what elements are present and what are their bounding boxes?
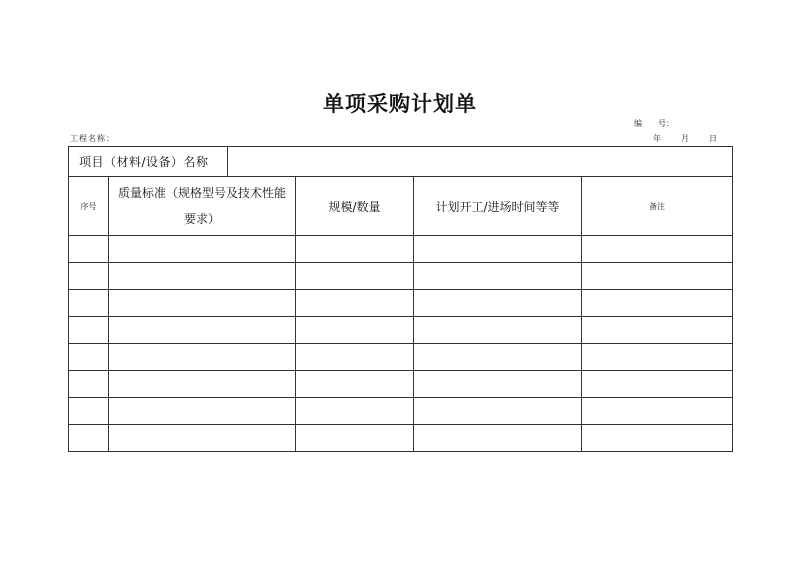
header-quantity: 规模/数量	[296, 177, 414, 236]
table-row	[69, 263, 733, 290]
cell-quantity[interactable]	[296, 371, 414, 398]
purchase-plan-table	[68, 146, 733, 452]
cell-quality[interactable]	[109, 371, 296, 398]
cell-schedule[interactable]	[414, 317, 582, 344]
cell-seq[interactable]	[69, 398, 109, 425]
cell-quantity[interactable]	[296, 290, 414, 317]
cell-quantity[interactable]	[296, 236, 414, 263]
cell-remarks[interactable]	[582, 236, 733, 263]
cell-schedule[interactable]	[414, 290, 582, 317]
cell-schedule[interactable]	[414, 236, 582, 263]
month-label: 月	[681, 134, 689, 143]
cell-quantity[interactable]	[296, 317, 414, 344]
cell-seq[interactable]	[69, 236, 109, 263]
form-title: 单项采购计划单	[323, 92, 477, 116]
item-name-value[interactable]	[228, 147, 733, 177]
project-name-label: 工程名称：	[70, 134, 115, 143]
cell-quality[interactable]	[109, 344, 296, 371]
cell-seq[interactable]	[69, 371, 109, 398]
cell-schedule[interactable]	[414, 263, 582, 290]
cell-seq[interactable]	[69, 263, 109, 290]
cell-schedule[interactable]	[414, 425, 582, 452]
number-label-char2: 号：	[658, 119, 674, 128]
cell-seq[interactable]	[69, 425, 109, 452]
table-row	[69, 425, 733, 452]
cell-quantity[interactable]	[296, 425, 414, 452]
header-remarks: 备注	[582, 177, 733, 236]
table-row	[69, 317, 733, 344]
table-row	[69, 344, 733, 371]
cell-schedule[interactable]	[414, 398, 582, 425]
cell-seq[interactable]	[69, 317, 109, 344]
header-schedule: 计划开工/进场时间等等	[414, 177, 582, 236]
year-label: 年	[653, 134, 661, 143]
cell-seq[interactable]	[69, 290, 109, 317]
cell-schedule[interactable]	[414, 344, 582, 371]
cell-schedule[interactable]	[414, 371, 582, 398]
table-row	[69, 398, 733, 425]
cell-remarks[interactable]	[582, 398, 733, 425]
cell-quality[interactable]	[109, 317, 296, 344]
cell-quality[interactable]	[109, 290, 296, 317]
date-labels	[653, 133, 717, 144]
number-label-char1: 编	[634, 119, 642, 128]
table-row	[69, 290, 733, 317]
cell-seq[interactable]	[69, 344, 109, 371]
cell-quality[interactable]	[109, 263, 296, 290]
day-label: 日	[709, 134, 717, 143]
cell-remarks[interactable]	[582, 290, 733, 317]
cell-quantity[interactable]	[296, 398, 414, 425]
cell-remarks[interactable]	[582, 425, 733, 452]
cell-remarks[interactable]	[582, 344, 733, 371]
number-label	[634, 118, 674, 129]
header-seq: 序号	[69, 177, 109, 236]
cell-remarks[interactable]	[582, 317, 733, 344]
cell-quality[interactable]	[109, 236, 296, 263]
cell-remarks[interactable]	[582, 371, 733, 398]
cell-quantity[interactable]	[296, 344, 414, 371]
header-row	[69, 177, 733, 236]
cell-remarks[interactable]	[582, 263, 733, 290]
cell-quantity[interactable]	[296, 263, 414, 290]
item-name-label: 项目（材料/设备）名称	[69, 147, 228, 177]
cell-quality[interactable]	[109, 425, 296, 452]
table-row	[69, 371, 733, 398]
item-name-row	[69, 147, 733, 177]
cell-quality[interactable]	[109, 398, 296, 425]
table-row	[69, 236, 733, 263]
header-quality-standard: 质量标准（规格型号及技术性能要求）	[109, 177, 296, 236]
